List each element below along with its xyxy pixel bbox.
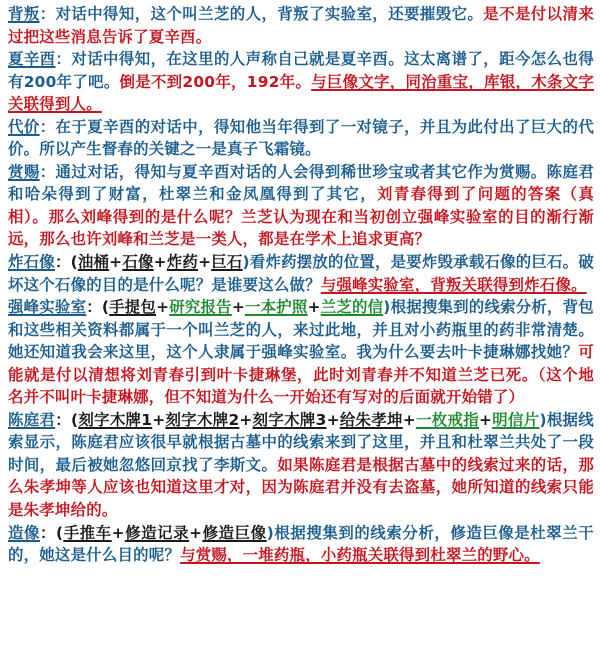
term-heading: 陈庭君	[8, 410, 56, 429]
item-explosives: 炸药	[166, 253, 199, 272]
term-heading: 背叛	[8, 5, 40, 23]
paren-open: ：(	[55, 410, 79, 429]
term-heading: 赏赐	[8, 162, 40, 181]
plus-sign: +	[189, 523, 203, 542]
entry-blast-statue	[8, 251, 594, 296]
plus-sign: +	[153, 253, 167, 272]
term-heading: 炸石像	[8, 253, 55, 272]
entry-reward	[8, 161, 594, 251]
paren-open: ：(	[54, 253, 78, 272]
question-text: 是不是付以清来过把这些消息告诉了夏辛酉。	[8, 5, 594, 46]
clue-research-report: 研究报告	[169, 298, 232, 317]
question-text: 如果陈庭君是根据古墓中的线索过来的话，那么朱孝坤等人应该也知道这里才对，因为陈庭君并没有去盗墓，她所知道的线索只能是朱孝坤给的。	[8, 455, 594, 520]
body-text: ：通过对话，得知与夏辛酉对话的人会得到稀世珍宝或者其它作为赏赐。陈庭君和哈朵得到了财富，杜翠兰和金凤凰得到了其它，	[8, 162, 594, 204]
question-text: 可能就是付以清想将刘青春引到叶卡捷琳堡，此时刘青春并不知道兰芝已死。（这个地名并不叫叶卡捷琳娜，但不知道为什么一开始还有写对的后面就开始错了）	[8, 343, 594, 407]
body-text: ：对话中得知，在这里的人声称自己就是夏辛酉。这太离谱了，距今怎么也得有200年了吧。	[8, 50, 594, 91]
entry-statue-making	[8, 522, 594, 567]
entry-chen-tingjun	[8, 409, 594, 522]
item-cart: 手推车	[63, 523, 112, 542]
entry-xia-xinyou	[8, 48, 594, 116]
item-statue: 石像	[122, 253, 154, 272]
term-heading: 强峰实验室	[8, 298, 87, 317]
entry-price	[8, 116, 594, 161]
term-heading: 夏辛酉	[8, 50, 56, 69]
body-text: ：对话中得知，这个叫兰芝的人，背叛了实验室，还要摧毁它。	[39, 5, 484, 23]
clue-lanzhi-letter: 兰芝的信	[320, 298, 384, 317]
plus-sign: +	[478, 410, 493, 429]
plus-sign: +	[402, 410, 416, 429]
item-wood-tag-2: 刻字木牌2	[165, 410, 240, 429]
item-boulder: 巨石	[211, 253, 243, 272]
body-text: )根据线索显示，陈庭君应该很早就根据古墓中的线索来到了这里，并且和杜翠兰共处了一段时间，最后被她忽悠回京找了李斯文。	[8, 410, 594, 474]
item-wood-tag-1: 刻字木牌1	[78, 410, 153, 429]
clue-ring: 一枚戒指	[415, 410, 479, 429]
paren-open: ：(	[40, 523, 64, 542]
plus-sign: +	[239, 410, 253, 429]
item-wood-tag-3: 刻字木牌3	[252, 410, 327, 429]
question-text: 倒是不到200年，192年。	[119, 72, 312, 91]
item-oil-drum: 油桶	[77, 253, 110, 272]
entry-qiangfeng-lab	[8, 296, 594, 409]
body-text: ：在于夏辛酉的对话中，得知他当年得到了一对镜子，并且为此付出了巨大的代价。所以产生督春的关键之一是真子飞霜镜。	[8, 117, 594, 159]
plus-sign: +	[198, 253, 212, 272]
clue-passport: 一本护照	[244, 298, 308, 317]
term-heading: 造像	[8, 523, 40, 542]
plus-sign: +	[231, 298, 245, 317]
plus-sign: +	[326, 410, 340, 429]
body-text: )根据搜集到的线索分析，修造巨像是杜翠兰干的，她这是什么目的呢？	[8, 523, 594, 565]
body-text: )根据搜集到的线索分析，背包和这些相关资料都属于一个叫兰芝的人，来过此地，并且对小药瓶里的药非常清楚。她还知道我会来这里，这个人隶属于强峰实验室。我为什么要去叶卡捷琳娜找她？	[8, 298, 594, 362]
link-note: 与赏赐，一堆药瓶，小药瓶关联得到杜翠兰的野心。	[180, 546, 540, 565]
item-giant-statue: 修造巨像	[202, 523, 267, 542]
term-heading: 代价	[8, 117, 40, 136]
link-note: 与强峰实验室，背叛关联得到炸石像。	[320, 275, 587, 294]
question-text: 刘青春得到了问题的答案（真相）。那么刘峰得到的是什么呢？兰芝认为现在和当初创立强峰实验室的目的渐行渐远，那么也许刘峰和兰芝是一类人，都是在学术上追求更高？	[8, 185, 594, 249]
paren-open: ：(	[86, 298, 110, 317]
link-note: 与巨像文字，同治重宝，库银，木条文字关联得到人。	[8, 72, 594, 114]
entry-betrayal	[8, 3, 594, 48]
plus-sign: +	[307, 298, 321, 317]
plus-sign: +	[109, 253, 123, 272]
plus-sign: +	[156, 298, 170, 317]
item-to-zhu-xiaokun: 给朱孝坤	[339, 410, 403, 429]
clue-postcard: 明信片	[492, 410, 540, 429]
item-building-record: 修造记录	[124, 523, 190, 542]
body-text: )看炸药摆放的位置，是要炸毁承载石像的巨石。破坏这个石像的目的是什么呢？是谁要这么做？	[8, 253, 594, 294]
plus-sign: +	[152, 410, 166, 429]
item-handbag: 手提包	[109, 298, 157, 317]
plus-sign: +	[111, 523, 125, 542]
